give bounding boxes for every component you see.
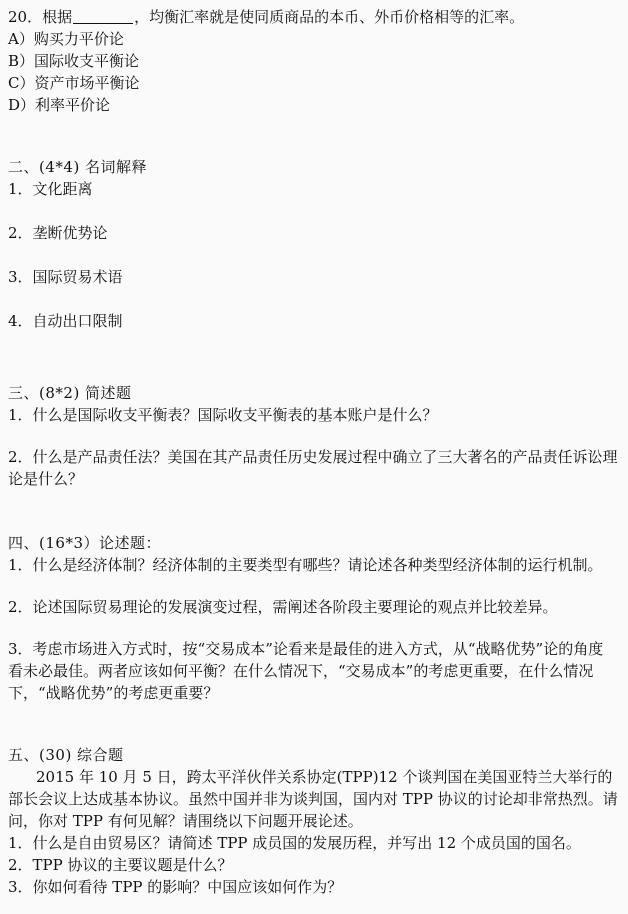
q20-option-d: D）利率平价论 (8, 96, 111, 114)
section5-item-2: 2．TPP 协议的主要议题是什么？ (8, 856, 233, 874)
section3-heading: 三、(8*2) 简述题 (8, 384, 132, 402)
section2-item-2: 2．垄断优势论 (8, 224, 108, 242)
section2-item-1: 1．文化距离 (8, 180, 93, 198)
section4-item-3: 3．考虑市场进入方式时，按“交易成本”论看来是最佳的进入方式，从“战略优势”论的角度看未必最佳。两者应该如何平衡？在什么情况下，“交易成本”的考虑更重要，在什么情况下，“战略优势”的考虑更重要？ (8, 640, 604, 702)
q20-prefix: 20．根据 (8, 8, 73, 26)
answer-blank (73, 9, 133, 24)
section5-intro: 2015 年 10 月 5 日，跨太平洋伙伴关系协定(TPP)12 个谈判国在美国亚特兰大举行的部长会议上达成基本协议。虽然中国并非为谈判国，国内对 TPP 协议的讨论却非常热烈。请问，你对 TPP 有何见解？请围绕以下问题开展论述。 (8, 768, 618, 830)
section5-heading: 五、(30) 综合题 (8, 746, 124, 764)
section2-item-3: 3．国际贸易术语 (8, 268, 123, 286)
section3-item-1: 1．什么是国际收支平衡表？国际收支平衡表的基本账户是什么？ (8, 406, 438, 424)
section4-item-2: 2．论述国际贸易理论的发展演变过程，需阐述各阶段主要理论的观点并比较差异。 (8, 598, 558, 616)
q20-option-c: C）资产市场平衡论 (8, 74, 140, 92)
q20-stem (8, 6, 618, 28)
q20-suffix: ，均衡汇率就是使同质商品的本币、外币价格相等的汇率。 (134, 8, 525, 26)
q20-option-b: B）国际收支平衡论 (8, 52, 140, 70)
q20-option-a: A）购买力平价论 (8, 30, 124, 48)
section4-heading: 四、(16*3）论述题： (8, 534, 161, 552)
section3-item-2: 2．什么是产品责任法？美国在其产品责任历史发展过程中确立了三大著名的产品责任诉讼理论是什么？ (8, 448, 618, 488)
section5-item-3: 3．你如何看待 TPP 的影响？中国应该如何作为？ (8, 878, 343, 896)
section5-item-1: 1．什么是自由贸易区？请简述 TPP 成员国的发展历程，并写出 12 个成员国的国名。 (8, 834, 581, 852)
section4-item-1: 1．什么是经济体制？经济体制的主要类型有哪些？请论述各种类型经济体制的运行机制。 (8, 556, 603, 574)
section2-item-4: 4．自动出口限制 (8, 312, 123, 330)
section2-heading: 二、(4*4) 名词解释 (8, 158, 148, 176)
